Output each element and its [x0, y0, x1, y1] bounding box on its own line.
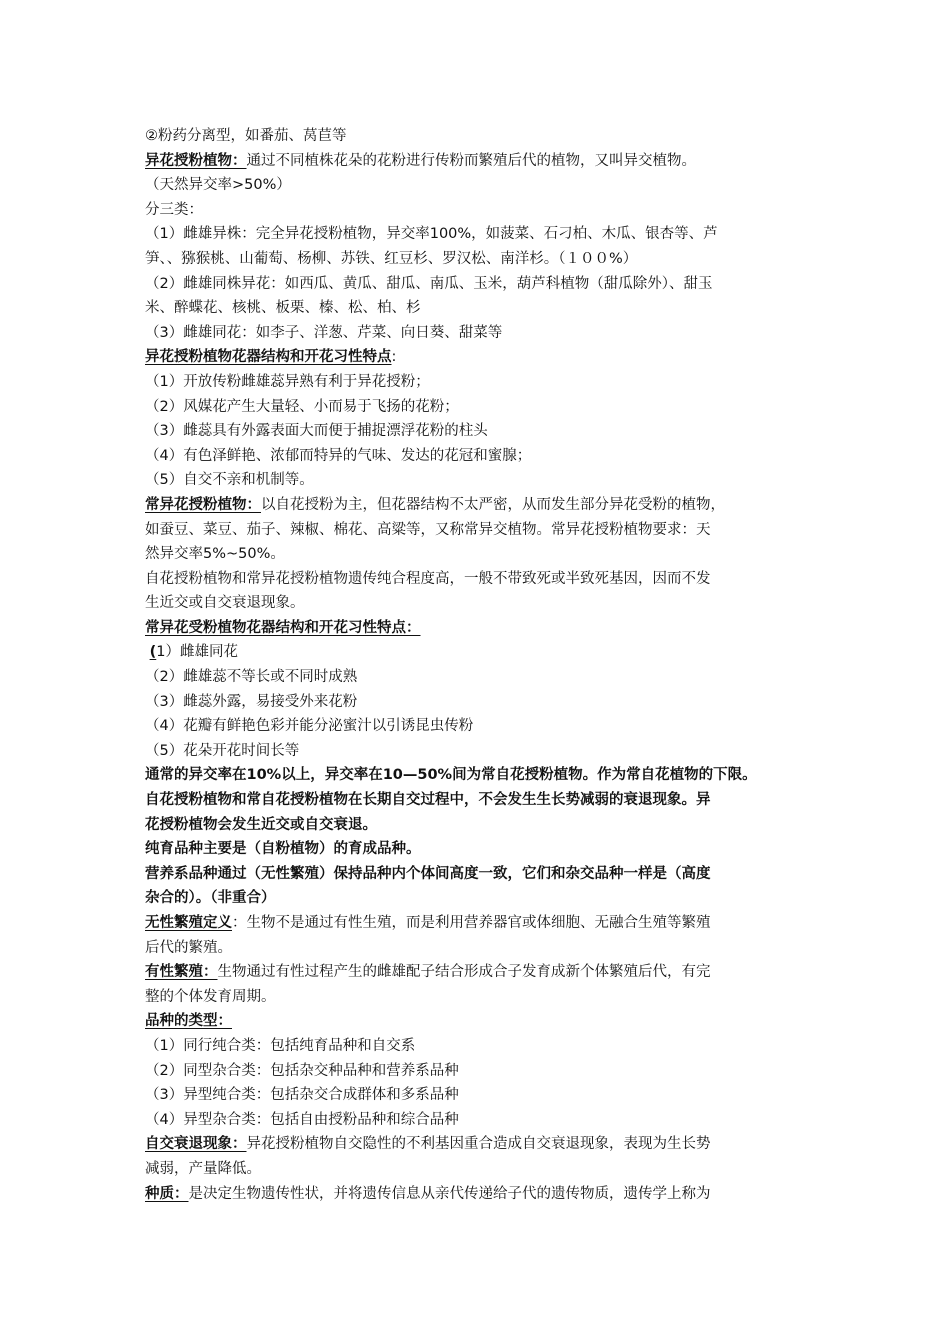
text-line — [145, 739, 825, 764]
text-line — [145, 468, 825, 493]
bold-line — [145, 788, 825, 813]
line-text: （2）同型杂合类：包括杂交种品种和营养系品种 — [145, 1062, 459, 1079]
line-text: 是决定生物遗传性状，并将遗传信息从亲代传递给子代的遗传物质，遗传学上称为 — [188, 1185, 711, 1202]
line-text: 分三类： — [145, 201, 203, 218]
text-line — [145, 1157, 825, 1182]
line-text: 通常的异交率在10%以上，异交率在10—50%间为常自花授粉植物。作为常自花植物的下限。 — [145, 767, 757, 784]
text-line — [145, 321, 825, 346]
bold-line — [145, 886, 825, 911]
text-line — [145, 198, 825, 223]
line-text: （2）雌雄同株异花：如西瓜、黄瓜、甜瓜、南瓜、玉米，葫芦科植物（甜瓜除外）、甜玉 — [145, 275, 713, 292]
line-text: 笋、、猕猴桃、山葡萄、杨柳、苏铁、红豆杉、罗汉松、南洋杉。（１００%） — [145, 250, 638, 267]
line-text: （4）异型杂合类：包括自由授粉品种和综合品种 — [145, 1111, 459, 1128]
line-text: （3）异型纯合类：包括杂交合成群体和多系品种 — [145, 1087, 459, 1104]
line-text: 整的个体发育周期。 — [145, 988, 276, 1005]
text-line — [145, 542, 825, 567]
document-page — [145, 124, 825, 1206]
text-line — [145, 518, 825, 543]
text-line — [145, 1083, 825, 1108]
section-heading: 品种的类型： — [145, 1013, 232, 1030]
line-text: 然异交率5%~50%。 — [145, 546, 285, 563]
text-line — [145, 567, 825, 592]
text-line — [145, 985, 825, 1010]
line-text: 1）雌雄同花 — [156, 644, 238, 661]
line-text: 米、醉蝶花、核桃、板栗、榛、松、柏、杉 — [145, 300, 421, 317]
line-text: （4）有色泽鲜艳、浓郁而特异的气味、发达的花冠和蜜腺； — [145, 447, 532, 464]
line-text: （天然异交率>50%） — [145, 177, 291, 194]
text-line — [145, 960, 825, 985]
text-line — [145, 247, 825, 272]
line-text: 杂合的）。（非重合） — [145, 890, 276, 907]
line-text: 以自花授粉为主，但花器结构不太严密，从而发生部分异花受粉的植物， — [261, 496, 725, 513]
section-heading: 异花授粉植物花器结构和开花习性特点 — [145, 349, 392, 366]
text-line — [145, 1108, 825, 1133]
line-text: 异花授粉植物自交隐性的不利基因重合造成自交衰退现象，表现为生长势 — [246, 1136, 711, 1153]
text-line — [145, 616, 825, 641]
line-text: （2）风媒花产生大量轻、小而易于飞扬的花粉； — [145, 398, 459, 415]
text-line — [145, 714, 825, 739]
line-text: （1）雌雄异株：完全异花授粉植物，异交率100%，如菠菜、石刁柏、木瓜、银杏等、芦 — [145, 226, 718, 243]
line-text: 生物通过有性过程产生的雌雄配子结合形成合子发育成新个体繁殖后代，有完 — [217, 964, 711, 981]
line-text: （3）雌蕊外露，易接受外来花粉 — [145, 693, 358, 710]
section-heading: 常异花受粉植物花器结构和开花习性特点： — [145, 619, 421, 636]
line-text: 如蚕豆、菜豆、茄子、辣椒、棉花、高粱等，又称常异交植物。常异花授粉植物要求：天 — [145, 521, 711, 538]
line-text: （4）花瓣有鲜艳色彩并能分泌蜜汁以引诱昆虫传粉 — [145, 718, 474, 735]
text-line — [145, 272, 825, 297]
term-label: 有性繁殖： — [145, 964, 218, 981]
line-text: ：生物不是通过有性生殖，而是利用营养器官或体细胞、无融合生殖等繁殖 — [232, 915, 711, 931]
line-text: 纯育品种主要是（自粉植物）的育成品种。 — [145, 841, 421, 858]
line-text: （3）雌蕊具有外露表面大而便于捕捉漂浮花粉的柱头 — [145, 423, 488, 440]
text-line — [145, 149, 825, 174]
line-text: 自花授粉植物和常自花授粉植物在长期自交过程中，不会发生生长势减弱的衰退现象。异 — [145, 792, 711, 809]
underlined-paren: ( — [149, 644, 157, 661]
text-line — [145, 296, 825, 321]
text-line — [145, 345, 825, 370]
term-label: 自交衰退现象： — [145, 1136, 247, 1153]
text-line — [145, 395, 825, 420]
text-line — [145, 1182, 825, 1207]
line-text: （3）雌雄同花：如李子、洋葱、芹菜、向日葵、甜菜等 — [145, 324, 503, 341]
line-text: 后代的繁殖。 — [145, 939, 232, 956]
text-line — [145, 640, 825, 665]
line-text: （1）同行纯合类：包括纯育品种和自交系 — [145, 1037, 416, 1054]
line-text: （2）雌雄蕊不等长或不同时成熟 — [145, 669, 358, 686]
text-line — [145, 1059, 825, 1084]
line-text: 自花授粉植物和常异花授粉植物遗传纯合程度高，一般不带致死或半致死基因，因而不发 — [145, 570, 711, 587]
line-text: （1）开放传粉雌雄蕊异熟有利于异花授粉； — [145, 373, 430, 390]
text-line — [145, 419, 825, 444]
line-text: 营养系品种通过（无性繁殖）保持品种内个体间高度一致，它们和杂交品种一样是（高度 — [145, 865, 711, 882]
text-line — [145, 690, 825, 715]
line-text: : — [391, 349, 397, 366]
bold-line — [145, 862, 825, 887]
line-text: 减弱，产量降低。 — [145, 1160, 261, 1177]
text-line — [145, 173, 825, 198]
text-line — [145, 222, 825, 247]
line-text: 生近交或自交衰退现象。 — [145, 595, 305, 612]
term-label: 常异花授粉植物： — [145, 496, 261, 513]
line-text: （5）自交不亲和机制等。 — [145, 472, 314, 489]
bold-line — [145, 813, 825, 838]
text-line — [145, 1034, 825, 1059]
text-line — [145, 493, 825, 518]
line-text: ②粉药分离型，如番茄、莴苣等 — [145, 128, 347, 144]
text-line — [145, 444, 825, 469]
bold-line — [145, 763, 825, 788]
line-text: （5）花朵开花时间长等 — [145, 742, 300, 759]
line-text: 通过不同植株花朵的花粉进行传粉而繁殖后代的植物，又叫异交植物。 — [246, 152, 696, 169]
text-line — [145, 591, 825, 616]
term-label: 无性繁殖定义 — [145, 915, 232, 931]
text-line — [145, 124, 825, 149]
term-label: 种质： — [145, 1185, 189, 1202]
bold-line — [145, 837, 825, 862]
text-line — [145, 1009, 825, 1034]
text-line — [145, 1132, 825, 1157]
text-line — [145, 370, 825, 395]
term-label: 异花授粉植物： — [145, 152, 247, 169]
text-line — [145, 911, 825, 936]
text-line — [145, 665, 825, 690]
text-line — [145, 936, 825, 961]
line-text: 花授粉植物会发生近交或自交衰退。 — [145, 816, 377, 833]
